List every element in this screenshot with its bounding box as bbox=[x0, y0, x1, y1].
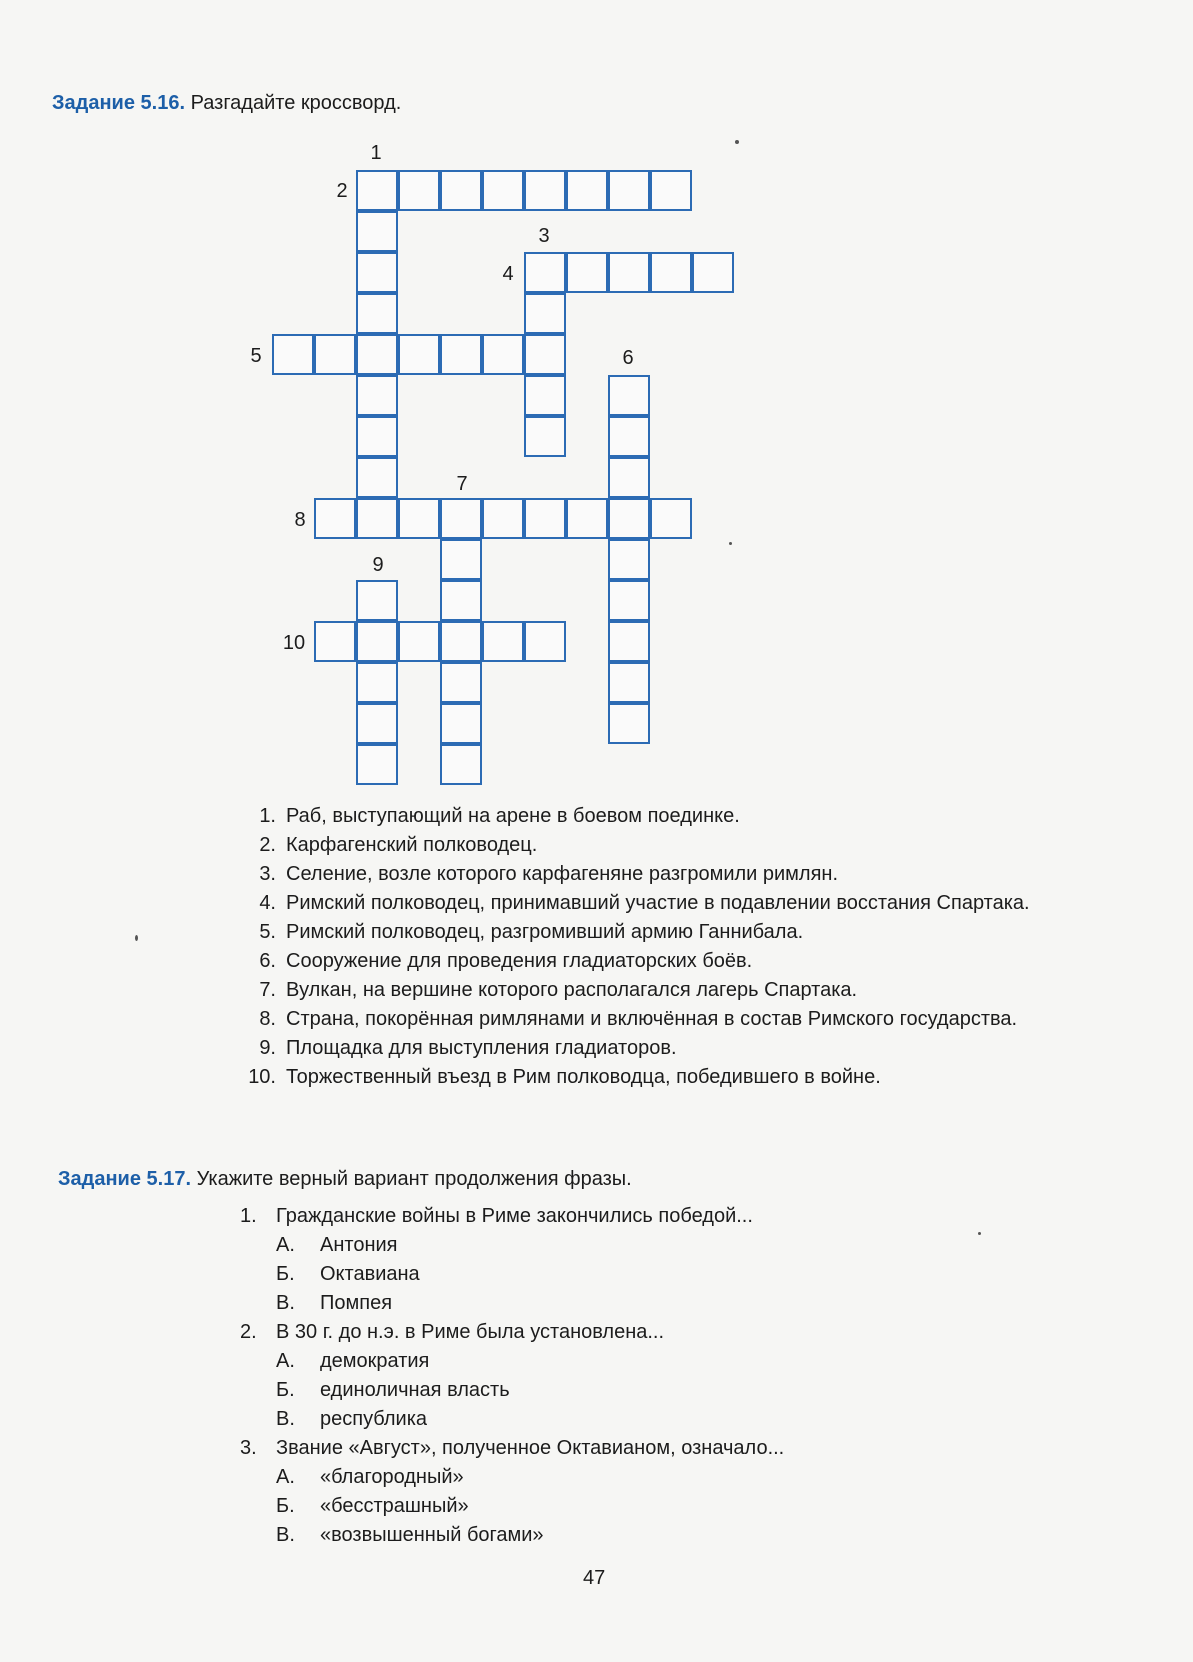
crossword-cell[interactable] bbox=[566, 498, 608, 539]
crossword-cell[interactable] bbox=[482, 621, 524, 662]
crossword-cell[interactable] bbox=[482, 498, 524, 539]
crossword-cell[interactable] bbox=[524, 498, 566, 539]
crossword-cell[interactable] bbox=[608, 252, 650, 293]
answer-option: Б. «бесстрашный» bbox=[276, 1495, 469, 1517]
clue-item: 4. Римский полководец, принимавший участие в подавлении восстания Спартака. bbox=[259, 892, 1030, 914]
crossword-cell[interactable] bbox=[566, 170, 608, 211]
answer-option: В. «возвышенный богами» bbox=[276, 1524, 544, 1546]
crossword-cell[interactable] bbox=[356, 252, 398, 293]
crossword-clue-number: 4 bbox=[502, 263, 514, 285]
crossword-cell[interactable] bbox=[608, 662, 650, 703]
crossword-clue-number: 8 bbox=[294, 509, 306, 531]
crossword-cell[interactable] bbox=[314, 621, 356, 662]
crossword-cell[interactable] bbox=[524, 416, 566, 457]
answer-option: В. Помпея bbox=[276, 1292, 393, 1314]
crossword-clue-number: 9 bbox=[372, 554, 384, 576]
crossword-cell[interactable] bbox=[608, 621, 650, 662]
crossword-cell[interactable] bbox=[440, 580, 482, 621]
crossword-cell[interactable] bbox=[398, 498, 440, 539]
clue-item: 7. Вулкан, на вершине которого располагался лагерь Спартака. bbox=[259, 979, 858, 1001]
task-5-17-questions bbox=[232, 1202, 1112, 1550]
crossword-cell[interactable] bbox=[356, 580, 398, 621]
crossword-cell[interactable] bbox=[440, 334, 482, 375]
question: 3. Звание «Август», полученное Октавианом, означало... bbox=[240, 1437, 785, 1459]
clue-item: 10. Торжественный въезд в Рим полководца, победившего в войне. bbox=[248, 1066, 881, 1088]
crossword-clue-number: 6 bbox=[622, 347, 634, 369]
task-5-17-heading bbox=[58, 1168, 632, 1191]
answer-option: В. республика bbox=[276, 1408, 428, 1430]
crossword-cell[interactable] bbox=[608, 170, 650, 211]
crossword-cell[interactable] bbox=[356, 293, 398, 334]
clue-item: 6. Сооружение для проведения гладиаторских боёв. bbox=[259, 950, 753, 972]
clue-item: 9. Площадка для выступления гладиаторов. bbox=[259, 1037, 677, 1059]
crossword-cell[interactable] bbox=[356, 621, 398, 662]
crossword-cell[interactable] bbox=[524, 334, 566, 375]
crossword-cell[interactable] bbox=[314, 498, 356, 539]
scan-speck bbox=[735, 140, 739, 144]
page-number: 47 bbox=[583, 1567, 606, 1589]
crossword-cell[interactable] bbox=[440, 744, 482, 785]
crossword-cell[interactable] bbox=[440, 703, 482, 744]
crossword-clue-number: 7 bbox=[456, 473, 468, 495]
question: 1. Гражданские войны в Риме закончились победой... bbox=[240, 1205, 753, 1227]
task-5-16-text: Разгадайте кроссворд. bbox=[190, 92, 402, 114]
crossword-cell[interactable] bbox=[440, 539, 482, 580]
answer-option: А. демократия bbox=[276, 1350, 430, 1372]
crossword-cell[interactable] bbox=[608, 498, 650, 539]
question: 2. В 30 г. до н.э. в Риме была установлена... bbox=[240, 1321, 665, 1343]
answer-option: Б. Октавиана bbox=[276, 1263, 420, 1285]
crossword-cell[interactable] bbox=[524, 621, 566, 662]
crossword-cell[interactable] bbox=[650, 252, 692, 293]
answer-option: А. «благородный» bbox=[276, 1466, 464, 1488]
crossword-clue-number: 5 bbox=[250, 345, 262, 367]
crossword-cell[interactable] bbox=[566, 252, 608, 293]
crossword-cell[interactable] bbox=[650, 498, 692, 539]
crossword-cell[interactable] bbox=[398, 621, 440, 662]
crossword-cell[interactable] bbox=[608, 416, 650, 457]
crossword-clue-number: 2 bbox=[336, 180, 348, 202]
crossword-cell[interactable] bbox=[440, 662, 482, 703]
crossword-cell[interactable] bbox=[356, 416, 398, 457]
clue-item: 5. Римский полководец, разгромивший армию Ганнибала. bbox=[259, 921, 804, 943]
crossword-cell[interactable] bbox=[650, 170, 692, 211]
crossword-cell[interactable] bbox=[524, 252, 566, 293]
crossword-clue-number: 1 bbox=[370, 142, 382, 164]
scan-speck bbox=[135, 935, 138, 941]
crossword-cell[interactable] bbox=[356, 170, 398, 211]
clue-item: 1. Раб, выступающий на арене в боевом поединке. bbox=[259, 805, 740, 827]
crossword-cell[interactable] bbox=[356, 703, 398, 744]
crossword-cell[interactable] bbox=[524, 293, 566, 334]
crossword-cell[interactable] bbox=[356, 457, 398, 498]
task-5-16-label: Задание 5.16. bbox=[52, 92, 186, 114]
crossword-cell[interactable] bbox=[524, 375, 566, 416]
crossword-cell[interactable] bbox=[398, 170, 440, 211]
clue-item: 8. Страна, покорённая римлянами и включённая в состав Римского государства. bbox=[259, 1008, 1018, 1030]
crossword-cell[interactable] bbox=[692, 252, 734, 293]
crossword-cell[interactable] bbox=[440, 170, 482, 211]
clue-item: 3. Селение, возле которого карфагеняне разгромили римлян. bbox=[259, 863, 839, 885]
crossword-cell[interactable] bbox=[608, 539, 650, 580]
scan-speck bbox=[729, 542, 732, 545]
crossword-cell[interactable] bbox=[440, 621, 482, 662]
crossword-cell[interactable] bbox=[356, 662, 398, 703]
crossword-cell[interactable] bbox=[398, 334, 440, 375]
crossword-cell[interactable] bbox=[608, 703, 650, 744]
scan-speck bbox=[978, 1232, 981, 1235]
crossword-cell[interactable] bbox=[482, 334, 524, 375]
crossword-cell[interactable] bbox=[482, 170, 524, 211]
task-5-17-text: Укажите верный вариант продолжения фразы. bbox=[196, 1168, 632, 1190]
crossword-clue-number: 3 bbox=[538, 225, 550, 247]
task-5-17-label: Задание 5.17. bbox=[58, 1168, 192, 1190]
task-5-16-heading bbox=[52, 92, 401, 115]
crossword-cell[interactable] bbox=[608, 457, 650, 498]
answer-option: Б. единоличная власть bbox=[276, 1379, 510, 1401]
crossword-cell[interactable] bbox=[272, 334, 314, 375]
crossword-cell[interactable] bbox=[314, 334, 356, 375]
answer-option: А. Антония bbox=[276, 1234, 398, 1256]
crossword-cell[interactable] bbox=[356, 334, 398, 375]
crossword-cell[interactable] bbox=[356, 498, 398, 539]
clue-item: 2. Карфагенский полководец. bbox=[259, 834, 538, 856]
crossword-cell[interactable] bbox=[608, 580, 650, 621]
crossword-cell[interactable] bbox=[440, 498, 482, 539]
crossword-cell[interactable] bbox=[356, 211, 398, 252]
crossword-cell[interactable] bbox=[356, 375, 398, 416]
crossword-clues bbox=[232, 802, 1120, 1092]
crossword-cell[interactable] bbox=[608, 375, 650, 416]
crossword-cell[interactable] bbox=[356, 744, 398, 785]
crossword-cell[interactable] bbox=[524, 170, 566, 211]
crossword-clue-number: 10 bbox=[282, 632, 306, 654]
